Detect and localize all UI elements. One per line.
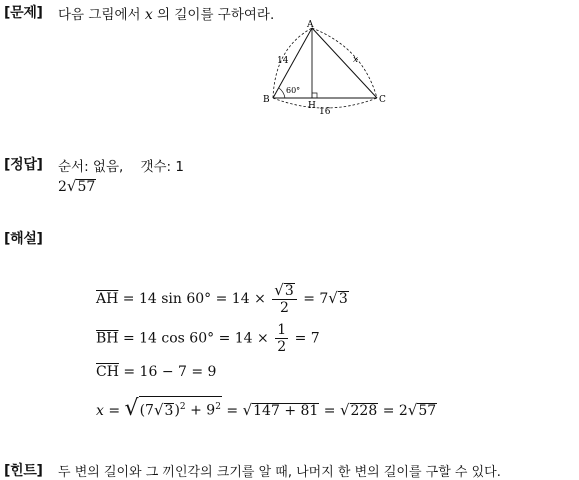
line4-eq4: = 2	[382, 403, 408, 419]
sqrt-sign: √	[153, 401, 164, 419]
radicand-sum: 147 + 81	[253, 403, 319, 419]
answer-meta	[58, 155, 184, 175]
answer-value	[58, 177, 96, 195]
plus-term: + 9	[190, 403, 216, 419]
square-exp: 2	[179, 402, 186, 413]
line1-den: 2	[280, 300, 289, 316]
sqrt-sign: √	[66, 177, 77, 195]
answer-label: [정답]	[4, 157, 43, 173]
triangle-figure	[255, 18, 395, 123]
sqrt-sign: √	[407, 401, 418, 419]
line1-rhs-coef: = 7	[303, 291, 329, 307]
explanation-label: [해설]	[4, 231, 43, 247]
angle-b-arc	[279, 88, 285, 98]
line2-num: 1	[277, 322, 287, 338]
fraction-sqrt3-over-2	[272, 282, 296, 316]
right-angle-mark	[312, 93, 317, 98]
big-radicand: $(7√3)^2 + 9^2$	[139, 396, 222, 421]
fraction-1-over-2	[275, 322, 288, 355]
hint-text: 두 변의 길이와 그 끼인각의 크기를 알 때, 나머지 한 변의 길이를 구할 수 있다.	[58, 465, 501, 480]
line1-num-radicand: 3	[284, 283, 294, 299]
sqrt-sign: √	[242, 401, 253, 419]
segment-ch: $\overline{CH}$	[96, 364, 119, 380]
radicand-228: 228	[350, 403, 378, 419]
label-b: B	[263, 95, 270, 105]
segment-ah: $\overline{AH}$	[96, 291, 119, 307]
problem-text-before: 다음 그림에서	[58, 7, 141, 23]
line4-eq2: =	[226, 403, 239, 419]
sqrt-sign: √	[339, 401, 350, 419]
problem-text-after: 의 길이를 구하여라.	[157, 7, 275, 23]
line2-den: 2	[277, 339, 287, 355]
inner-coef: 7	[145, 403, 154, 419]
variable-x: x	[96, 403, 104, 419]
plus-exp: 2	[215, 402, 221, 413]
hint-label: [힌트]	[4, 463, 43, 479]
explanation-line-2	[96, 322, 320, 355]
label-h: H	[308, 101, 316, 111]
answer-radicand: 57	[77, 179, 96, 195]
segment-bh: $\overline{BH}$	[96, 330, 119, 347]
line4-eq3: =	[323, 403, 336, 419]
line2-mid: = 14 cos 60° = 14 ×	[122, 330, 269, 347]
line1-mid: = 14 sin 60° = 14 ×	[122, 291, 266, 307]
answer-order: 순서: 없음,	[58, 159, 124, 175]
line2-rhs: = 7	[294, 330, 320, 347]
radicand-57: 57	[418, 403, 437, 419]
label-angle-b: 60°	[286, 86, 301, 95]
label-side-bc: 16	[319, 107, 331, 117]
label-side-ac: x	[353, 55, 359, 65]
explanation-line-1	[96, 282, 349, 316]
sqrt-sign: √	[274, 281, 284, 299]
label-a: A	[307, 20, 314, 30]
problem-text	[58, 3, 274, 23]
sqrt-sign: √	[328, 289, 338, 307]
inner-radicand: 3	[164, 403, 174, 419]
explanation-line-3	[96, 364, 216, 380]
explanation-line-4	[96, 396, 437, 421]
answer-coef: 2	[58, 179, 67, 195]
problem-label: [문제]	[4, 5, 43, 21]
side-ac-line	[312, 28, 377, 98]
answer-count: 갯수: 1	[140, 159, 184, 175]
line3-rhs: = 16 − 7 = 9	[123, 364, 217, 380]
line1-rhs-radicand: 3	[338, 291, 348, 307]
big-sqrt-sign: √	[124, 396, 139, 421]
label-side-ab: 14	[277, 56, 289, 66]
line4-eq: =	[108, 403, 121, 419]
problem-variable: x	[144, 7, 153, 23]
label-c: C	[379, 95, 386, 105]
